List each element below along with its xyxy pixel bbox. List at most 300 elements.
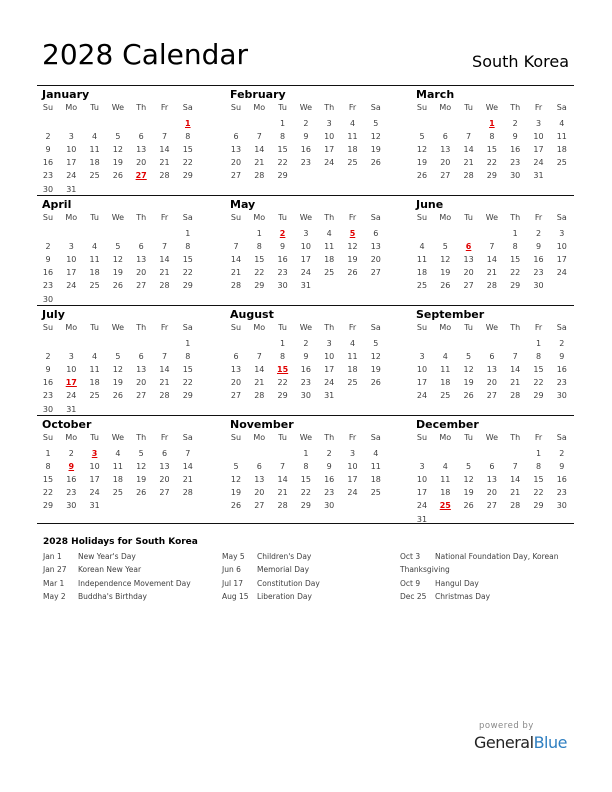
weekday-header: Su: [42, 103, 54, 112]
day-cell: 19: [440, 268, 451, 278]
day-cell: 3: [559, 229, 565, 238]
day-cell: 17: [324, 145, 335, 155]
day-cell: 6: [138, 242, 144, 252]
holiday-name: Constitution Day: [257, 578, 320, 588]
holiday-date: Dec 25: [400, 591, 427, 601]
weekday-header: Su: [42, 213, 54, 222]
month-name: October: [42, 418, 92, 431]
day-cell: 24: [66, 171, 77, 181]
day-cell: 11: [556, 132, 567, 142]
weekday-header: Su: [230, 213, 242, 222]
day-cell: 14: [510, 475, 521, 485]
day-cell: 31: [66, 404, 77, 414]
day-cell: 9: [512, 132, 518, 142]
day-cell: 21: [254, 158, 265, 168]
day-cell: 12: [230, 475, 242, 485]
day-cell: 15: [533, 365, 544, 375]
day-cell: 18: [89, 268, 100, 278]
day-cell: 1: [185, 339, 191, 348]
weekday-header: Fr: [534, 323, 543, 332]
weekday-header: Th: [136, 323, 147, 332]
weekday-header: Fr: [534, 213, 543, 222]
day-cell: 2: [535, 229, 542, 238]
month-name: August: [230, 308, 274, 321]
day-cell: 16: [324, 475, 335, 485]
weekday-header: Sa: [370, 103, 381, 112]
day-cell: 27: [159, 488, 170, 498]
day-cell: 17: [89, 475, 100, 485]
day-cell: 20: [254, 488, 265, 498]
weekday-header: Th: [510, 433, 521, 442]
day-cell: 5: [466, 352, 472, 362]
day-cell: 11: [324, 242, 335, 252]
weekday-header: Sa: [370, 433, 381, 442]
day-cell: 5: [115, 352, 121, 362]
weekday-header: Tu: [90, 103, 99, 112]
day-cell: 18: [347, 365, 358, 375]
day-cell: 30: [42, 404, 54, 414]
day-cell: 5: [419, 132, 425, 142]
day-cell: 21: [510, 488, 521, 498]
day-cell: 30: [510, 171, 521, 181]
weekday-header: Fr: [534, 103, 543, 112]
weekday-header: Tu: [90, 433, 99, 442]
day-cell: 28: [486, 281, 497, 291]
day-cell: 26: [112, 171, 123, 181]
day-cell: 1: [535, 339, 542, 348]
day-cell: 5: [466, 462, 472, 472]
day-cell: 22: [486, 158, 497, 168]
holiday-date: Jul 17: [222, 578, 243, 588]
day-cell: 3: [419, 352, 425, 362]
day-cell: 18: [440, 378, 451, 388]
weekday-header: Sa: [182, 323, 193, 332]
day-cell: 2: [45, 132, 51, 142]
day-cell: 18: [89, 158, 100, 168]
day-cell: 13: [136, 365, 147, 375]
day-cell: 4: [373, 449, 379, 458]
holiday-name: Hangul Day: [435, 578, 479, 588]
day-cell: 17: [300, 255, 311, 265]
day-cell: 13: [136, 255, 147, 265]
month-name: March: [416, 88, 455, 101]
day-cell: 25: [112, 488, 123, 498]
day-cell: 5: [138, 449, 144, 458]
day-cell: 10: [556, 242, 567, 252]
day-cell: 10: [324, 352, 335, 362]
day-cell: 27: [136, 391, 147, 401]
day-cell: 10: [347, 462, 358, 472]
holiday-day: 2: [279, 229, 286, 238]
weekday-header: Th: [136, 103, 147, 112]
weekday-header: We: [485, 433, 499, 442]
day-cell: 13: [486, 365, 497, 375]
day-cell: 10: [66, 365, 77, 375]
day-cell: 9: [45, 255, 51, 265]
weekday-header: Tu: [464, 323, 473, 332]
day-cell: 2: [303, 119, 309, 128]
day-cell: 5: [442, 242, 448, 252]
weekday-header: Tu: [464, 433, 473, 442]
divider: [37, 85, 574, 86]
day-cell: 28: [463, 171, 474, 181]
day-cell: 18: [112, 475, 123, 485]
day-cell: 26: [416, 171, 428, 181]
day-cell: 9: [559, 462, 565, 472]
day-cell: 19: [370, 145, 381, 155]
weekday-header: Tu: [278, 433, 287, 442]
holiday-name: Korean New Year: [78, 565, 142, 575]
day-cell: 21: [254, 378, 265, 388]
day-cell: 5: [373, 119, 379, 128]
day-cell: 12: [463, 365, 474, 375]
day-cell: 26: [136, 488, 147, 498]
day-cell: 17: [324, 365, 335, 375]
weekday-header: Fr: [160, 323, 169, 332]
day-cell: 21: [463, 158, 474, 168]
day-cell: 19: [416, 158, 428, 168]
weekday-header: We: [111, 213, 125, 222]
day-cell: 6: [489, 462, 495, 472]
weekday-header: Fr: [348, 213, 357, 222]
weekday-header: Su: [416, 323, 428, 332]
day-cell: 31: [324, 391, 335, 401]
day-cell: 30: [556, 501, 567, 511]
day-cell: 27: [486, 391, 497, 401]
weekday-header: Th: [324, 103, 335, 112]
day-cell: 13: [463, 255, 474, 265]
day-cell: 20: [230, 378, 242, 388]
weekday-header: Th: [510, 103, 521, 112]
day-cell: 28: [159, 171, 170, 181]
day-cell: 25: [324, 268, 335, 278]
day-cell: 7: [466, 132, 472, 142]
day-cell: 14: [486, 255, 497, 265]
day-cell: 13: [440, 145, 451, 155]
weekday-header: Th: [136, 213, 147, 222]
day-cell: 26: [112, 281, 123, 291]
weekday-header: Th: [136, 433, 147, 442]
day-cell: 30: [277, 281, 288, 291]
day-cell: 25: [347, 378, 358, 388]
day-cell: 14: [277, 475, 288, 485]
day-cell: 12: [347, 242, 358, 252]
day-cell: 15: [486, 145, 497, 155]
day-cell: 17: [416, 378, 428, 388]
day-cell: 5: [115, 242, 121, 252]
day-cell: 15: [254, 255, 265, 265]
day-cell: 30: [66, 501, 77, 511]
day-cell: 6: [233, 352, 239, 362]
day-cell: 22: [533, 488, 544, 498]
weekday-header: Fr: [160, 213, 169, 222]
day-cell: 3: [68, 242, 74, 252]
day-cell: 30: [42, 184, 54, 194]
day-cell: 25: [89, 281, 100, 291]
day-cell: 1: [512, 229, 518, 238]
day-cell: 30: [42, 294, 54, 304]
holiday-date: Oct 9: [400, 578, 421, 588]
weekday-header: Th: [324, 433, 335, 442]
day-cell: 12: [416, 145, 428, 155]
day-cell: 13: [230, 145, 242, 155]
day-cell: 23: [556, 488, 567, 498]
holiday-day: 25: [439, 501, 451, 511]
day-cell: 22: [277, 158, 288, 168]
holiday-day: 5: [349, 229, 356, 238]
day-cell: 11: [89, 145, 100, 155]
day-cell: 22: [510, 268, 521, 278]
day-cell: 18: [556, 145, 567, 155]
day-cell: 1: [185, 229, 191, 238]
day-cell: 16: [42, 268, 54, 278]
weekday-header: Mo: [65, 103, 78, 112]
holiday-date: May 5: [222, 552, 245, 561]
weekday-header: Mo: [253, 213, 266, 222]
day-cell: 30: [324, 501, 335, 511]
day-cell: 8: [280, 132, 286, 142]
weekday-header: Su: [230, 103, 242, 112]
day-cell: 24: [66, 281, 77, 291]
day-cell: 11: [440, 365, 451, 375]
day-cell: 1: [535, 449, 542, 458]
weekday-header: Sa: [182, 103, 193, 112]
day-cell: 16: [300, 145, 311, 155]
day-cell: 27: [254, 501, 265, 511]
day-cell: 22: [182, 268, 193, 278]
day-cell: 6: [489, 352, 495, 362]
holiday-date: Mar 1: [43, 578, 65, 588]
day-cell: 13: [136, 145, 147, 155]
holiday-name: Independence Movement Day: [78, 578, 191, 588]
day-cell: 11: [440, 475, 451, 485]
day-cell: 9: [303, 352, 309, 362]
day-cell: 16: [533, 255, 544, 265]
weekday-header: Mo: [65, 433, 78, 442]
day-cell: 7: [161, 352, 168, 362]
day-cell: 22: [533, 378, 544, 388]
day-cell: 8: [185, 132, 191, 142]
day-cell: 27: [440, 171, 451, 181]
day-cell: 22: [254, 268, 265, 278]
day-cell: 26: [463, 501, 474, 511]
month-name: December: [416, 418, 479, 431]
weekday-header: Fr: [348, 433, 357, 442]
weekday-header: Sa: [556, 213, 567, 222]
weekday-header: Fr: [534, 433, 543, 442]
day-cell: 29: [277, 171, 288, 181]
day-cell: 23: [510, 158, 521, 168]
day-cell: 19: [463, 378, 474, 388]
divider: [37, 195, 574, 196]
day-cell: 28: [254, 391, 265, 401]
day-cell: 10: [416, 475, 428, 485]
day-cell: 16: [556, 365, 567, 375]
weekday-header: Sa: [182, 433, 193, 442]
weekday-header: We: [111, 323, 125, 332]
holiday-day: 3: [91, 449, 98, 458]
day-cell: 10: [66, 145, 77, 155]
weekday-header: Sa: [370, 323, 381, 332]
day-cell: 24: [416, 391, 428, 401]
weekday-header: Tu: [464, 103, 473, 112]
generalblue-logo[interactable]: [474, 733, 567, 752]
weekday-header: Tu: [278, 103, 287, 112]
day-cell: 17: [347, 475, 358, 485]
day-cell: 22: [182, 158, 193, 168]
day-cell: 24: [556, 268, 567, 278]
day-cell: 29: [533, 501, 544, 511]
day-cell: 20: [136, 158, 147, 168]
day-cell: 15: [182, 365, 193, 375]
day-cell: 22: [300, 488, 311, 498]
day-cell: 11: [112, 462, 123, 472]
weekday-header: Su: [416, 213, 428, 222]
day-cell: 2: [68, 449, 74, 458]
day-cell: 29: [277, 391, 288, 401]
day-cell: 29: [182, 171, 193, 181]
day-cell: 6: [138, 132, 144, 142]
day-cell: 23: [42, 281, 54, 291]
day-cell: 15: [300, 475, 311, 485]
day-cell: 9: [535, 242, 542, 252]
day-cell: 24: [347, 488, 358, 498]
month-name: June: [416, 198, 444, 211]
day-cell: 4: [419, 242, 425, 252]
day-cell: 28: [159, 391, 170, 401]
day-cell: 28: [510, 391, 521, 401]
weekday-header: We: [485, 323, 499, 332]
day-cell: 24: [300, 268, 311, 278]
weekday-header: We: [485, 103, 499, 112]
weekday-header: Fr: [160, 103, 169, 112]
day-cell: 19: [112, 378, 123, 388]
day-cell: 9: [559, 352, 565, 362]
weekday-header: Sa: [182, 213, 193, 222]
day-cell: 16: [510, 145, 521, 155]
day-cell: 8: [45, 462, 51, 472]
day-cell: 22: [182, 378, 193, 388]
holiday-name: New Year's Day: [78, 552, 136, 561]
day-cell: 4: [115, 449, 121, 458]
weekday-header: Th: [324, 213, 335, 222]
day-cell: 8: [185, 352, 191, 362]
day-cell: 10: [66, 255, 77, 265]
day-cell: 22: [277, 378, 288, 388]
day-cell: 14: [254, 365, 265, 375]
day-cell: 19: [370, 365, 381, 375]
day-cell: 5: [115, 132, 121, 142]
day-cell: 15: [277, 145, 288, 155]
day-cell: 29: [510, 281, 521, 291]
holiday-date: Jun 6: [222, 565, 241, 575]
day-cell: 17: [533, 145, 544, 155]
day-cell: 6: [233, 132, 239, 142]
month-name: February: [230, 88, 286, 101]
day-cell: 30: [556, 391, 567, 401]
day-cell: 25: [89, 171, 100, 181]
holiday-name-continuation: Thanksgiving: [400, 565, 450, 575]
day-cell: 24: [89, 488, 100, 498]
weekday-header: Mo: [253, 323, 266, 332]
day-cell: 4: [92, 352, 98, 362]
weekday-header: Su: [416, 433, 428, 442]
day-cell: 11: [416, 255, 428, 265]
weekday-header: Sa: [556, 323, 567, 332]
day-cell: 27: [486, 501, 497, 511]
holiday-day: 17: [65, 378, 77, 388]
day-cell: 13: [230, 365, 242, 375]
weekday-header: Mo: [439, 213, 452, 222]
day-cell: 13: [254, 475, 265, 485]
day-cell: 6: [161, 449, 168, 458]
day-cell: 11: [370, 462, 381, 472]
day-cell: 21: [159, 158, 170, 168]
day-cell: 26: [463, 391, 474, 401]
day-cell: 4: [326, 229, 332, 238]
day-cell: 12: [463, 475, 474, 485]
day-cell: 2: [326, 449, 332, 458]
day-cell: 4: [92, 242, 98, 252]
day-cell: 22: [42, 488, 54, 498]
day-cell: 20: [230, 158, 242, 168]
weekday-header: Mo: [65, 213, 78, 222]
day-cell: 31: [66, 184, 77, 194]
day-cell: 7: [512, 352, 518, 362]
day-cell: 21: [277, 488, 288, 498]
day-cell: 12: [112, 255, 123, 265]
day-cell: 28: [510, 501, 521, 511]
day-cell: 14: [159, 255, 170, 265]
weekday-header: Sa: [556, 103, 567, 112]
divider: [37, 415, 574, 416]
holiday-date: Oct 3: [400, 552, 421, 561]
day-cell: 17: [416, 488, 428, 498]
day-cell: 27: [370, 268, 381, 278]
weekday-header: We: [485, 213, 499, 222]
holiday-name: Liberation Day: [257, 591, 312, 601]
divider: [37, 523, 574, 524]
day-cell: 21: [159, 378, 170, 388]
day-cell: 13: [159, 462, 170, 472]
day-cell: 14: [182, 462, 193, 472]
day-cell: 1: [303, 449, 309, 458]
day-cell: 21: [510, 378, 521, 388]
day-cell: 12: [370, 352, 381, 362]
day-cell: 11: [347, 132, 358, 142]
holiday-day: 6: [465, 242, 472, 252]
weekday-header: Fr: [348, 103, 357, 112]
weekday-header: Th: [324, 323, 335, 332]
day-cell: 12: [112, 365, 123, 375]
day-cell: 2: [45, 352, 51, 362]
day-cell: 4: [92, 132, 98, 142]
day-cell: 1: [280, 339, 286, 348]
day-cell: 19: [112, 268, 123, 278]
day-cell: 26: [370, 158, 381, 168]
day-cell: 16: [277, 255, 288, 265]
day-cell: 3: [326, 119, 332, 128]
day-cell: 23: [42, 391, 54, 401]
day-cell: 8: [256, 242, 262, 252]
day-cell: 16: [300, 365, 311, 375]
day-cell: 29: [533, 391, 544, 401]
day-cell: 20: [486, 378, 497, 388]
month-name: November: [230, 418, 294, 431]
holiday-date: Jan 27: [43, 565, 67, 575]
day-cell: 19: [463, 488, 474, 498]
day-cell: 23: [556, 378, 567, 388]
